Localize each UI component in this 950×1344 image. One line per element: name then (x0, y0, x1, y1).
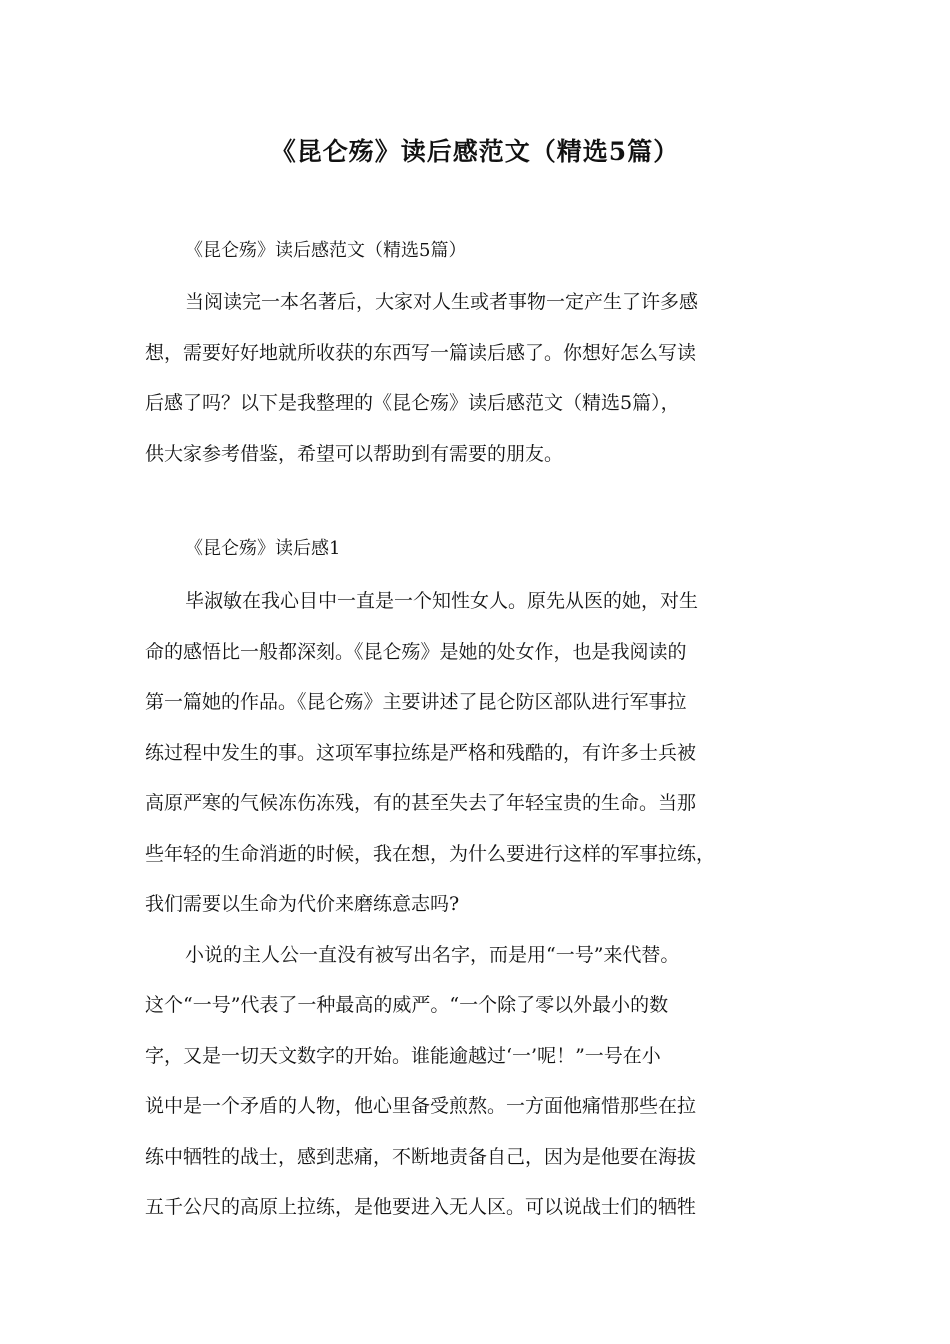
body-line: 第一篇她的作品。《昆仑殇》主要讲述了昆仑防区部队进行军事拉 (145, 691, 687, 713)
body-paragraph-1 (145, 576, 817, 930)
body-line: 这个“一号”代表了一种最高的威严。“一个除了零以外最小的数 (145, 994, 669, 1016)
intro-line: 当阅读完一本名著后，大家对人生或者事物一定产生了许多感 (185, 291, 699, 313)
section-heading: 《昆仑殇》读后感1 (185, 538, 341, 559)
intro-line: 想，需要好好地就所收获的东西写一篇读后感了。你想好怎么写读 (145, 341, 697, 364)
body-line: 些年轻的生命消逝的时候，我在想，为什么要进行这样的军事拉练， (145, 842, 716, 865)
section-body (145, 576, 817, 1233)
intro-paragraph (145, 277, 817, 479)
document-title: 《昆仑殇》读后感范文（精选5篇） (270, 137, 680, 166)
body-paragraph-2 (145, 930, 817, 1233)
body-line: 练中牺牲的战士，感到悲痛，不断地责备自己，因为是他要在海拔 (145, 1145, 697, 1168)
body-line: 练过程中发生的事。这项军事拉练是严格和残酷的，有许多士兵被 (145, 741, 697, 764)
intro-line: 供大家参考借鉴，希望可以帮助到有需要的朋友。 (145, 442, 564, 465)
body-line: 说中是一个矛盾的人物，他心里备受煎熬。一方面他痛惜那些在拉 (145, 1095, 697, 1117)
body-line: 命的感悟比一般都深刻。《昆仑殇》是她的处女作，也是我阅读的 (145, 640, 687, 663)
body-line: 小说的主人公一直没有被写出名字，而是用“一号”来代替。 (185, 943, 680, 966)
body-line: 我们需要以生命为代价来磨练意志吗? (145, 893, 460, 915)
body-line: 字，又是一切天文数字的开始。谁能逾越过‘一’呢！”一号在小 (145, 1044, 661, 1067)
body-line: 高原严寒的气候冻伤冻残，有的甚至失去了年轻宝贵的生命。当那 (145, 792, 697, 814)
intro-line: 后感了吗？以下是我整理的《昆仑殇》读后感范文（精选5篇）， (145, 392, 680, 414)
body-line: 五千公尺的高原上拉练，是他要进入无人区。可以说战士们的牺牲 (145, 1196, 697, 1218)
subtitle: 《昆仑殇》读后感范文（精选5篇） (185, 240, 467, 261)
body-line: 毕淑敏在我心目中一直是一个知性女人。原先从医的她，对生 (185, 590, 699, 612)
